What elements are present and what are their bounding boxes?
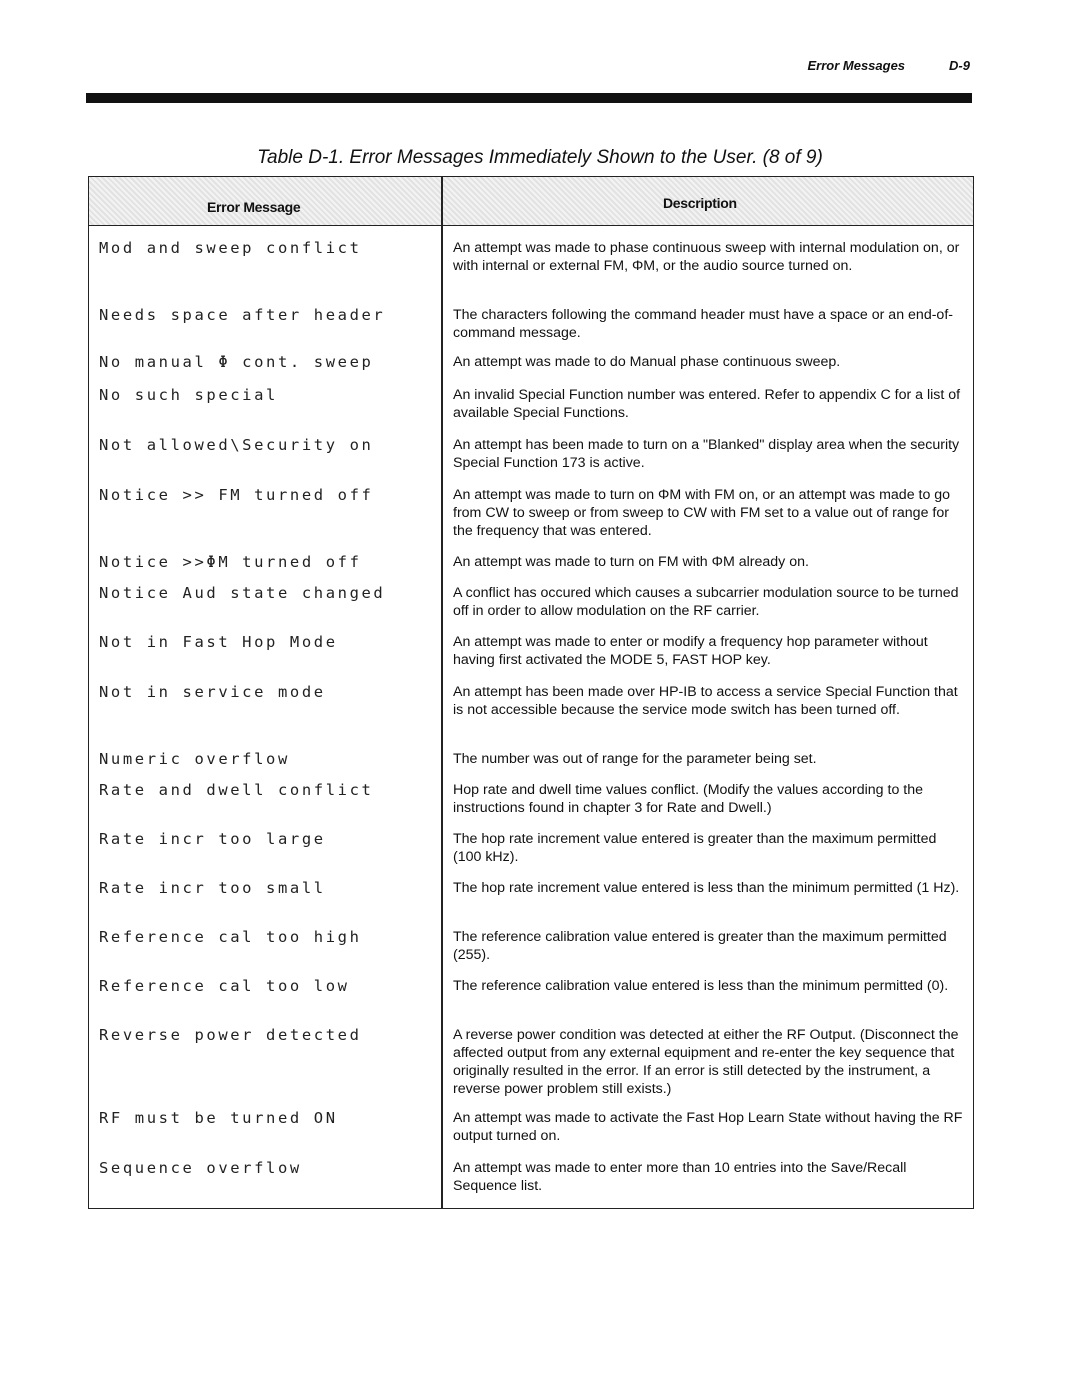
column-divider xyxy=(441,177,443,1208)
error-description: An attempt was made to activate the Fast Hop Learn State without having the RF output turned on. xyxy=(453,1110,963,1144)
error-message: Rate and dwell conflict xyxy=(99,781,374,799)
error-description: The number was out of range for the parameter being set. xyxy=(453,751,817,767)
error-description: An attempt was made to do Manual phase continuous sweep. xyxy=(453,354,841,370)
error-table xyxy=(88,176,974,1209)
error-message: Rate incr too large xyxy=(99,830,326,848)
error-description: An attempt was made to enter or modify a frequency hop parameter without having first activated the MODE 5, FAST HOP key. xyxy=(453,634,928,668)
error-message: Sequence overflow xyxy=(99,1159,302,1177)
error-message: Notice Aud state changed xyxy=(99,584,386,602)
error-message: Not in service mode xyxy=(99,683,326,701)
error-message: Reference cal too high xyxy=(99,928,362,946)
error-description: A reverse power condition was detected at either the RF Output. (Disconnect the affected output from any external equipment and re-enter the key sequence that originally resulted in the error. If an error is still detected by the instrument, a reverse power problem still exists.) xyxy=(453,1027,959,1097)
error-description: The hop rate increment value entered is less than the minimum permitted (1 Hz). xyxy=(453,880,960,896)
table-title: Table D-1. Error Messages Immediately Shown to the User. (8 of 9) xyxy=(257,147,823,168)
error-message: Notice >>ΦM turned off xyxy=(99,553,362,571)
error-message: Numeric overflow xyxy=(99,750,290,768)
error-description: An attempt has been made to turn on a "Blanked" display area when the security Special Function 173 is active. xyxy=(453,437,960,471)
error-description: An attempt was made to enter more than 10 entries into the Save/Recall Sequence list. xyxy=(453,1160,907,1194)
error-message: No manual Φ cont. sweep xyxy=(99,353,374,371)
error-description: The hop rate increment value entered is greater than the maximum permitted (100 kHz). xyxy=(453,831,937,865)
error-message: RF must be turned ON xyxy=(99,1109,338,1127)
error-message: Reference cal too low xyxy=(99,977,350,995)
error-message: Not in Fast Hop Mode xyxy=(99,633,338,651)
error-description: The reference calibration value entered is greater than the maximum permitted (255). xyxy=(453,929,947,963)
error-message: Not allowed\Security on xyxy=(99,436,374,454)
error-description: An invalid Special Function number was entered. Refer to appendix C for a list of available Special Functions. xyxy=(453,387,961,421)
error-message: Needs space after header xyxy=(99,306,386,324)
error-description: An attempt has been made over HP-IB to access a service Special Function that is not accessible because the service mode switch has been turned off. xyxy=(453,684,958,718)
page-number: D-9 xyxy=(949,58,970,73)
header-rule xyxy=(86,93,972,103)
column-header-message: Error Message xyxy=(207,199,301,215)
table-header-row xyxy=(89,177,973,226)
error-description: A conflict has occured which causes a subcarrier modulation source to be turned off in order to allow modulation on the RF carrier. xyxy=(453,585,959,619)
error-message: No such special xyxy=(99,386,278,404)
running-head xyxy=(807,58,970,73)
error-description: An attempt was made to turn on ΦM with FM on, or an attempt was made to go from CW to sweep or from sweep to CW with FM set to a value out of range for the frequency that was entered. xyxy=(453,487,951,539)
error-message: Mod and sweep conflict xyxy=(99,239,362,257)
error-description: The characters following the command header must have a space or an end-of-command message. xyxy=(453,307,953,341)
section-title: Error Messages xyxy=(807,58,906,73)
column-header-description: Description xyxy=(663,195,737,211)
error-description: Hop rate and dwell time values conflict. (Modify the values according to the instructions found in chapter 3 for Rate and Dwell.) xyxy=(453,782,924,816)
error-description: An attempt was made to turn on FM with ΦM already on. xyxy=(453,554,809,570)
error-description: An attempt was made to phase continuous sweep with internal modulation on, or with internal or external FM, ΦM, or the audio source turned on. xyxy=(453,240,960,274)
error-message: Rate incr too small xyxy=(99,879,326,897)
error-message: Notice >> FM turned off xyxy=(99,486,374,504)
error-description: The reference calibration value entered is less than the minimum permitted (0). xyxy=(453,978,949,994)
error-message: Reverse power detected xyxy=(99,1026,362,1044)
